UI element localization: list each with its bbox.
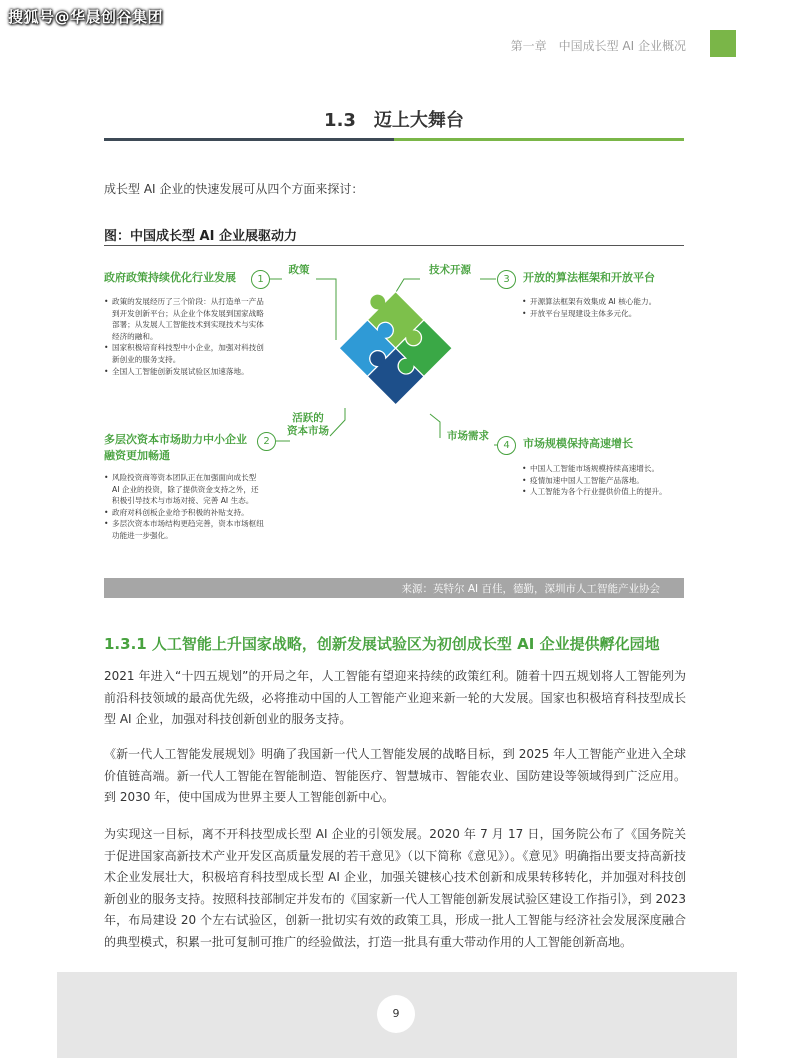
section-title: 1.3 迈上大舞台 — [324, 110, 464, 131]
page-number: 9 — [377, 995, 415, 1033]
list-item: • 开源算法框架有效集成 AI 核心能力。 — [522, 296, 687, 308]
list-item: • 全国人工智能创新发展试验区加速落地。 — [104, 366, 266, 378]
quadrant-2-title: 多层次资本市场助力中小企业融资更加畅通 — [104, 433, 247, 462]
figure-source: 来源：英特尔 AI 百佳，德勤，深圳市人工智能产业协会 — [401, 583, 660, 595]
watermark: 搜狐号@华晨创谷集团 — [8, 8, 164, 26]
quadrant-3-number: 3 — [497, 270, 516, 289]
paragraph-1: 2021 年进入“十四五规划”的开局之年，人工智能有望迎来持续的政策红利。随着十四五规划将人工智能列为前沿科技领域的最高优先级，必将推动中国的人工智能产业迎来新一轮的大发展。国家也积极培育科技型成长型 AI 企业，加强对科技创新创业的服务支持。 — [104, 669, 686, 726]
list-item: • 中国人工智能市场规模持续高速增长。 — [522, 463, 687, 475]
list-item: • 疫情加速中国人工智能产品落地。 — [522, 475, 687, 487]
label-policy: 政策 — [288, 264, 310, 276]
puzzle-graphic — [300, 290, 480, 450]
quadrant-3-title: 开放的算法框架和开放平台 — [523, 271, 655, 284]
paragraph-2: 《新一代人工智能发展规划》明确了我国新一代人工智能发展的战略目标，到 2025 年人工智能产业进入全球价值链高端。新一代人工智能在智能制造、智能医疗、智慧城市、智能农业、国防建设等领域得到广泛应用。到 2030 年，使中国成为世界主要人工智能创新中心。 — [104, 747, 686, 804]
figure-source-bar — [104, 578, 684, 598]
label-tech-open-source: 技术开源 — [429, 264, 471, 276]
label-capital-market: 活跃的 资本市场 — [287, 412, 329, 437]
paragraph-3: 为实现这一目标，离不开科技型成长型 AI 企业的引领发展。2020 年 7 月 17 日，国务院公布了《国务院关于促进国家高新技术产业开发区高质量发展的若干意见》（以下简称《意见》）。《意见》明确指出要支持高新技术企业发展壮大，积极培育科技型成长型 AI 企业，加强关键核心技术创新和成果转移转化，并加强对科技创新创业的服务支持。按照科技部制定并发布的《国家新一代人工智能创新发展试验区建设工作指引》，到 2023 年，布局建设 20 个左右试验区，创新一批切实有效的政策工具，形成一批人工智能与经济社会发展深度融合的典型模式，积累一批可复制可推广的经验做法，打造一批具有重大带动作用的人工智能创新高地。 — [104, 827, 686, 949]
quadrant-4-title: 市场规模保持高速增长 — [523, 437, 633, 450]
list-item: • 多层次资本市场结构更趋完善，资本市场枢纽功能进一步强化。 — [104, 518, 266, 541]
list-item: • 风险投资商等资本团队正在加强面向成长型 AI 企业的投资，除了提供资金支持之外，还积极引导技术与市场对接、完善 AI 生态。 — [104, 472, 266, 507]
chapter-header: 第一章 中国成长型 AI 企业概况 — [510, 39, 686, 53]
subsection-title: 1.3.1 人工智能上升国家战略，创新发展试验区为初创成长型 AI 企业提供孵化园地 — [104, 635, 660, 653]
intro-text: 成长型 AI 企业的快速发展可从四个方面来探讨： — [104, 182, 364, 196]
list-item: • 国家积极培育科技型中小企业，加强对科技创新创业的服务支持。 — [104, 342, 266, 365]
figure-title: 图：中国成长型 AI 企业展驱动力 — [104, 229, 297, 244]
list-item: • 政府对科创板企业给予积极的补贴支持。 — [104, 507, 266, 519]
quadrant-2-number: 2 — [257, 432, 276, 451]
list-item: • 政策的发展经历了三个阶段：从打造单一产品到开发创新平台；从企业个体发展到国家战略部署；从发展人工智能技术到实现技术与实体经济的融和。 — [104, 296, 266, 342]
quadrant-1-title: 政府政策持续优化行业发展 — [104, 271, 236, 284]
list-item: • 开放平台呈现建设主体多元化。 — [522, 308, 687, 320]
list-item: • 人工智能为各个行业提供价值上的提升。 — [522, 486, 687, 498]
quadrant-1-number: 1 — [251, 270, 270, 289]
label-market-demand: 市场需求 — [447, 430, 489, 442]
quadrant-4-number: 4 — [497, 436, 516, 455]
